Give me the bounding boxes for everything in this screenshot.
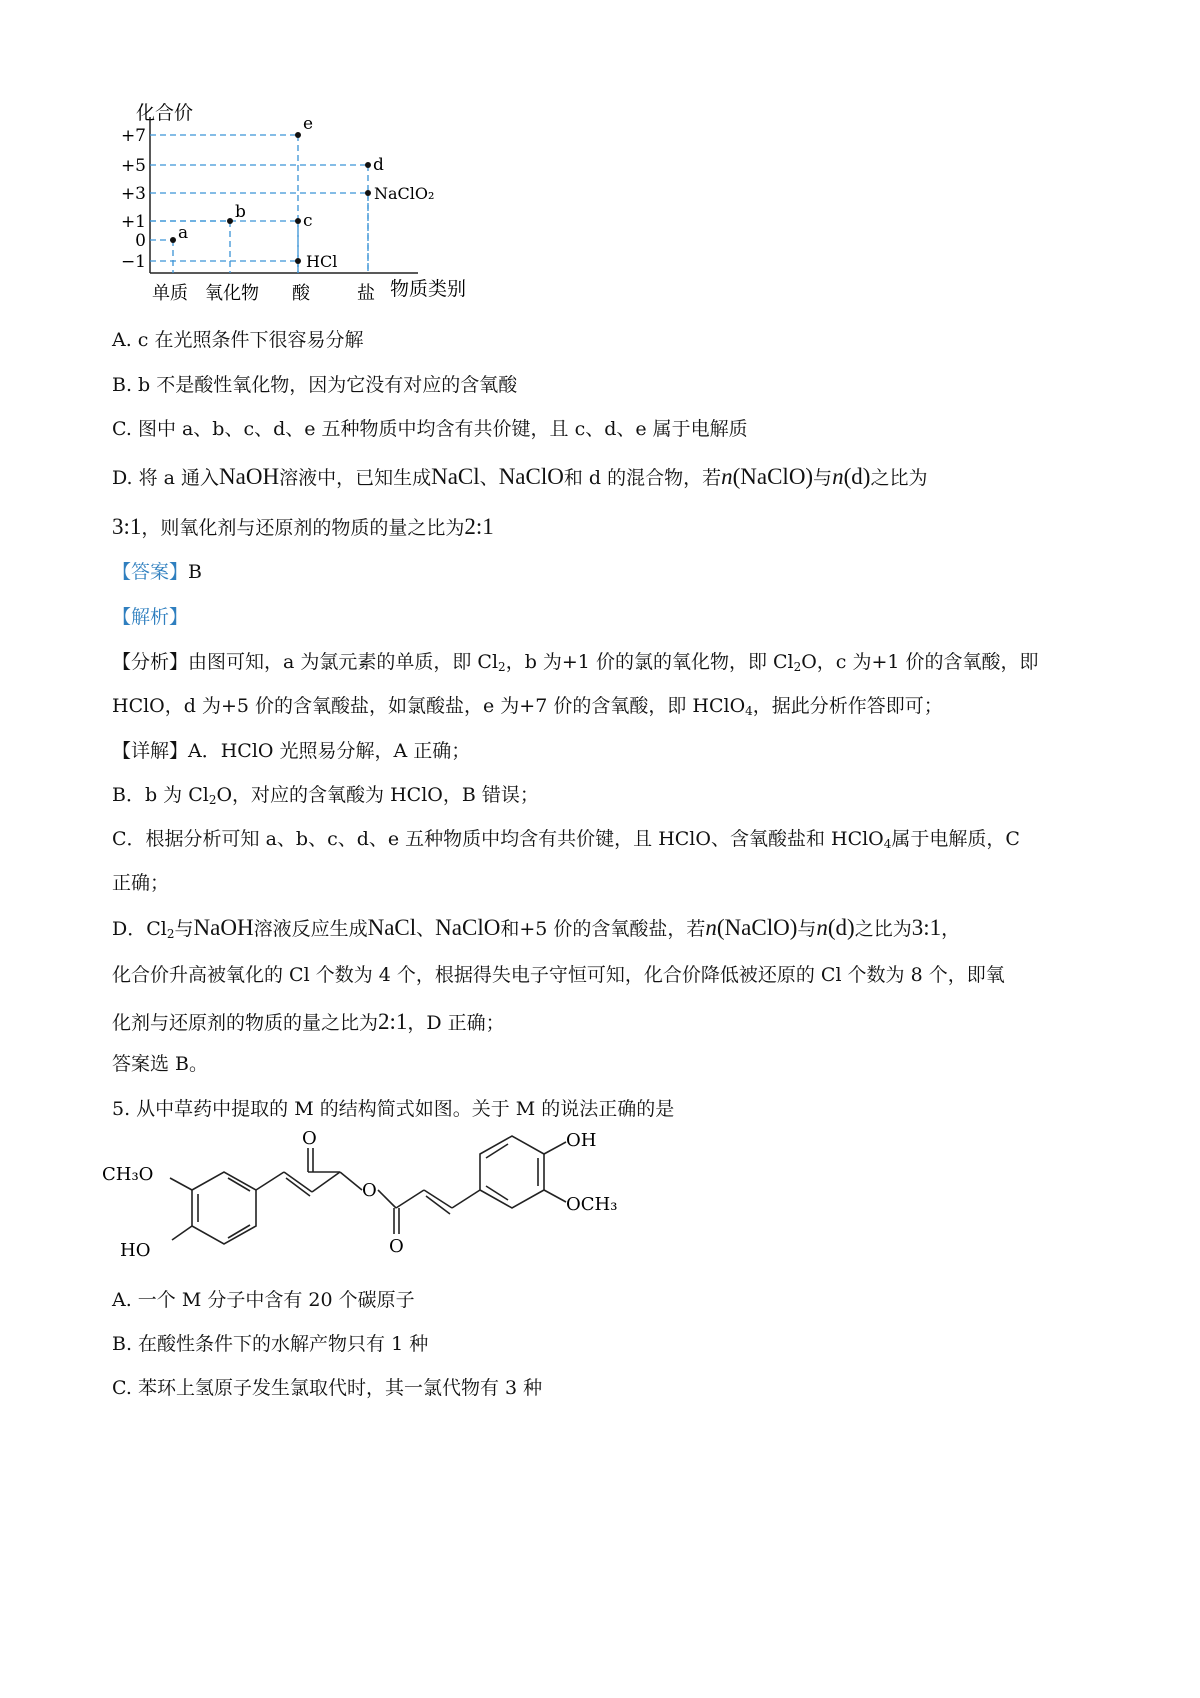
formula: (d)	[843, 464, 871, 489]
text: 与	[174, 918, 194, 940]
text: 溶液中，已知生成	[279, 467, 432, 489]
label-oh-left: HO	[120, 1240, 151, 1261]
xiangjie-c-cont: 正确；	[112, 872, 170, 894]
text: 和 d 的混合物，若	[563, 467, 722, 489]
label-och3-left: CH₃O	[102, 1164, 154, 1185]
y-tick-label: +1	[120, 212, 146, 232]
ratio: 3:1	[911, 915, 942, 940]
text: 、	[479, 467, 499, 489]
text: 与	[797, 918, 817, 940]
label-o-ketone: O	[302, 1130, 317, 1149]
n-symbol: n	[816, 915, 828, 940]
molecule-structure	[100, 1130, 660, 1290]
xiangjie-tag: 【详解】	[112, 740, 189, 762]
formula: NaCl	[367, 915, 417, 940]
y-tick-label: +5	[120, 156, 146, 176]
ratio: 3:1	[112, 514, 142, 539]
data-point	[227, 218, 233, 224]
text: ，	[941, 918, 961, 940]
text: 之比为	[870, 467, 928, 489]
text: 属于电解质，C	[891, 828, 1020, 850]
formula: NaOH	[193, 915, 254, 940]
fenxi-line1	[112, 650, 1039, 676]
x-tick-label: 氧化物	[205, 283, 259, 304]
formula: NaCl	[431, 464, 480, 489]
x-tick-label: 单质	[152, 283, 188, 304]
formula: (d)	[827, 915, 855, 940]
text: 化剂与还原剂的物质的量之比为	[112, 1012, 379, 1034]
point-label: b	[235, 202, 246, 222]
text: ，b 为+1 价的氯的氧化物，即 Cl	[505, 651, 794, 673]
text: B．b 为 Cl	[112, 784, 209, 806]
formula: NaOH	[219, 464, 280, 489]
y-tick-label: +3	[120, 184, 146, 204]
text: O，对应的含氧酸为 HClO，B 错误；	[216, 784, 539, 806]
xiangjie-d-cont2	[112, 1007, 505, 1037]
xiangjie-b	[112, 783, 539, 809]
text: 、	[416, 918, 436, 940]
fenxi-line2	[112, 694, 943, 720]
point-label: d	[373, 155, 384, 175]
q5-option-a: A. 一个 M 分子中含有 20 个碳原子	[112, 1289, 415, 1311]
y-axis-label: 化合价	[136, 102, 194, 124]
formula: NaClO	[498, 464, 564, 489]
x-tick-label: 酸	[292, 283, 310, 304]
label-och3-right: OCH₃	[566, 1194, 618, 1215]
valence-chart	[100, 95, 620, 415]
text: 和+5 价的含氧酸盐，若	[500, 918, 706, 940]
data-point	[295, 218, 301, 224]
text: ，则氧化剂与还原剂的物质的量之比为	[141, 517, 465, 539]
formula: NaClO	[435, 915, 501, 940]
q4-option-d-cont	[112, 512, 494, 542]
ratio: 2:1	[378, 1009, 408, 1034]
subscript: 2	[498, 660, 506, 674]
data-point	[170, 237, 176, 243]
text: ，D 正确；	[407, 1012, 505, 1034]
text: A．HClO 光照易分解，A 正确；	[188, 740, 471, 762]
n-symbol: n	[832, 464, 844, 489]
label-o-carbonyl: O	[389, 1236, 404, 1257]
subscript: 2	[793, 660, 802, 674]
x-axis-label: 物质类别	[390, 278, 467, 300]
answer-tag: 【答案】	[112, 561, 189, 583]
subscript: 2	[166, 927, 175, 941]
xiangjie-d	[112, 913, 960, 943]
q4-option-c: C. 图中 a、b、c、d、e 五种物质中均含有共价键，且 c、d、e 属于电解质	[112, 418, 748, 440]
y-tick-label: +7	[120, 126, 146, 146]
data-point	[365, 162, 371, 168]
n-symbol: n	[721, 464, 733, 489]
answer-value: B	[188, 561, 202, 583]
analysis-tag: 【解析】	[112, 606, 189, 628]
point-label: NaClO₂	[374, 184, 435, 203]
q5-option-b: B. 在酸性条件下的水解产物只有 1 种	[112, 1333, 429, 1355]
y-tick-label: −1	[120, 252, 146, 272]
text: 由图可知，a 为氯元素的单质，即 Cl	[188, 651, 499, 673]
text: C．根据分析可知 a、b、c、d、e 五种物质中均含有共价键，且 HClO、含氧酸盐和 HClO	[112, 828, 884, 850]
fenxi-tag: 【分析】	[112, 651, 189, 673]
label-oh-right: OH	[566, 1130, 597, 1151]
answer-line	[112, 560, 202, 585]
text: HClO，d 为+5 价的含氧酸盐，如氯酸盐，e 为+7 价的含氧酸，即 HClO	[112, 695, 746, 717]
formula: (NaClO)	[732, 464, 814, 489]
text: ，据此分析作答即可；	[752, 695, 943, 717]
point-label: a	[178, 223, 189, 243]
ratio: 2:1	[464, 514, 494, 539]
data-point	[295, 132, 301, 138]
xiangjie-a	[112, 739, 470, 764]
text: D．Cl	[112, 918, 167, 940]
text: 之比为	[854, 918, 912, 940]
text: D. 将 a 通入	[112, 467, 220, 489]
point-label: c	[303, 211, 313, 231]
point-label: HCl	[306, 252, 338, 271]
text: 溶液反应生成	[253, 918, 368, 940]
data-point	[365, 190, 371, 196]
data-point	[295, 258, 301, 264]
q5-stem: 5. 从中草药中提取的 M 的结构简式如图。关于 M 的说法正确的是	[112, 1098, 675, 1120]
formula: (NaClO)	[716, 915, 798, 940]
point-label: e	[303, 114, 314, 134]
xiangjie-c	[112, 827, 1020, 853]
text: O，c 为+1 价的含氧酸，即	[801, 651, 1039, 673]
text: 与	[813, 467, 833, 489]
x-tick-label: 盐	[357, 283, 375, 304]
subscript: 4	[883, 837, 892, 851]
q5-option-c: C. 苯环上氢原子发生氯取代时，其一氯代物有 3 种	[112, 1377, 543, 1399]
subscript: 4	[745, 704, 753, 718]
q4-option-b: B. b 不是酸性氧化物，因为它没有对应的含氧酸	[112, 374, 518, 396]
q4-option-d	[112, 462, 927, 492]
n-symbol: n	[705, 915, 717, 940]
label-o-ester: O	[362, 1180, 377, 1201]
y-tick-label: 0	[135, 231, 146, 251]
subscript: 2	[208, 793, 217, 807]
conclusion: 答案选 B。	[112, 1053, 209, 1075]
xiangjie-d-cont1: 化合价升高被氧化的 Cl 个数为 4 个，根据得失电子守恒可知，化合价降低被还原的 Cl 个数为 8 个，即氧	[112, 964, 1005, 986]
q4-option-a: A. c 在光照条件下很容易分解	[112, 329, 364, 351]
